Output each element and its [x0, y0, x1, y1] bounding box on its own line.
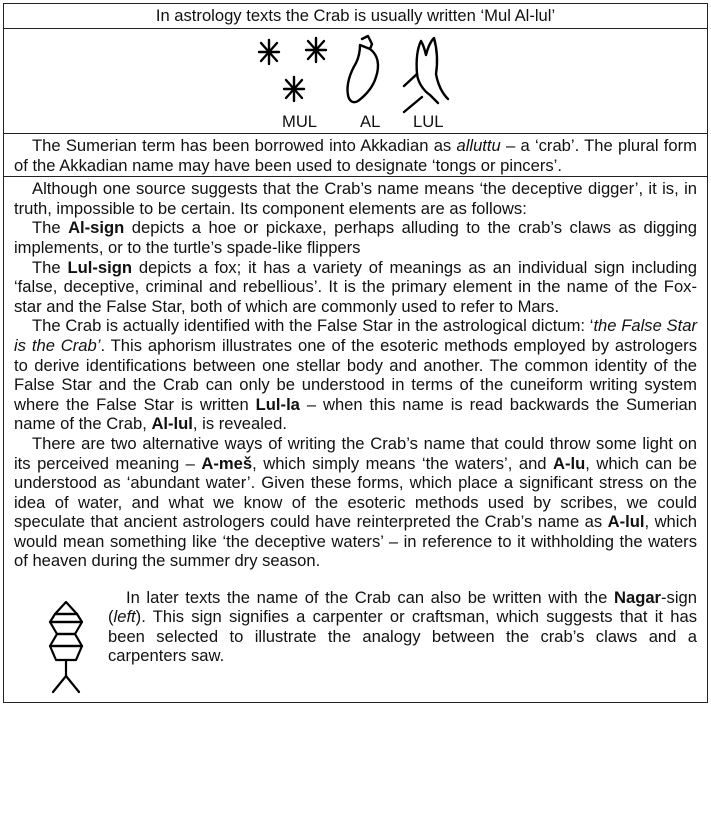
- text-span: . This aphorism illustrates one of the esoteric methods employed by astrologers to derive identifications between one stellar body and another. The common identity of the False Star and the Crab can only be understood in terms of the cuneiform writing system where the False Star is written: [14, 335, 697, 414]
- text-span: The: [32, 257, 68, 277]
- lul-sign-icon: [404, 38, 448, 112]
- text-span: depicts a fox; it has a variety of meanings as an individual sign including ‘false, deceptive, criminal and rebellious’. It is the primary element in the name of the Fox-star and the False Star, both of which are commonly used to refer to Mars.: [14, 257, 697, 316]
- text-span: depicts a hoe or pickaxe, perhaps alluding to the crab’s claws as digging implements, or to the turtle’s spade-like flippers: [14, 218, 697, 257]
- star-sign-icon: [259, 38, 326, 101]
- bold-term: A-lul: [607, 512, 645, 532]
- text-span: , which would mean something like ‘the deceptive waters’ – in reference to it withholding the waters of heaven during the summer dry season.: [14, 512, 697, 571]
- paragraph-al-sign: [14, 218, 697, 257]
- bold-term: Al-lul: [151, 414, 193, 434]
- sign-label-al: AL: [360, 112, 381, 131]
- paragraph-lul-sign: [14, 258, 697, 317]
- text-span: – when this name is read backwards the Sumerian name of the Crab,: [14, 394, 697, 434]
- nagar-section: [14, 588, 697, 699]
- bold-term: Al-sign: [68, 218, 125, 238]
- cuneiform-signs-row: [3, 29, 708, 134]
- text-span: There are two alternative ways of writing the Crab’s name that could throw some light on its perceived meaning –: [14, 433, 697, 473]
- nagar-sign-icon: [44, 600, 88, 700]
- text-span: , which can be understood as ‘abundant water’. Given these forms, which place a significant stress on the idea of water, and what we know of the esoteric methods used by scribes, we could speculate that ancient astrologers could have reinterpreted the Crab’s name as: [14, 453, 697, 532]
- text-span: ). This sign signifies a carpenter or craftsman, which suggests that it has been selected to illustrate the analogy between the crab’s claws and a carpenters saw.: [108, 607, 697, 666]
- bold-term: A-lu: [553, 453, 586, 473]
- main-text-row: [3, 177, 708, 702]
- nagar-spacer: [14, 683, 697, 699]
- page-title: In astrology texts the Crab is usually written ‘Mul Al-lul’: [155, 6, 556, 25]
- sumerian-paragraph: [14, 136, 697, 175]
- paragraph-alternative-names: [14, 434, 697, 571]
- italic-term: left: [113, 607, 136, 627]
- text-span: -sign (: [108, 587, 697, 627]
- cuneiform-signs: [4, 29, 707, 133]
- text-span: The Sumerian term has been borrowed into Akkadian as: [32, 136, 457, 155]
- text-span: – a ‘crab’. The plural form of the Akkadian name may have been used to designate ‘tongs or pincers’.: [14, 136, 697, 175]
- bold-term: A-meš: [201, 453, 253, 473]
- text-span: , is revealed.: [192, 414, 287, 434]
- sign-label-mul: MUL: [282, 112, 318, 131]
- text-span: The: [32, 218, 69, 238]
- italic-term: alluttu: [456, 136, 501, 155]
- bold-term: Lul-sign: [67, 257, 133, 277]
- al-sign-icon: [347, 36, 378, 102]
- bold-term: Lul-la: [255, 394, 300, 414]
- sign-label-lul: LUL: [413, 112, 444, 131]
- sumerian-paragraph-row: [3, 134, 708, 177]
- paragraph-intro: Although one source suggests that the Crab’s name means ‘the deceptive digger’, it is, in truth, impossible to be certain. Its component elements are as follows:: [14, 179, 697, 218]
- page: [3, 3, 708, 703]
- italic-term: the False Star is the Crab’: [14, 316, 697, 355]
- text-span: , which simply means ‘the waters’, and: [252, 453, 554, 473]
- text-span: In later texts the name of the Crab can also be written with the: [126, 587, 614, 607]
- bold-term: Nagar: [613, 587, 662, 607]
- text-span: The Crab is actually identified with the False Star in the astrological dictum: ‘: [32, 316, 594, 336]
- paragraph-nagar-sign: [108, 588, 697, 666]
- title-row: [3, 3, 708, 29]
- paragraph-false-star: [14, 316, 697, 434]
